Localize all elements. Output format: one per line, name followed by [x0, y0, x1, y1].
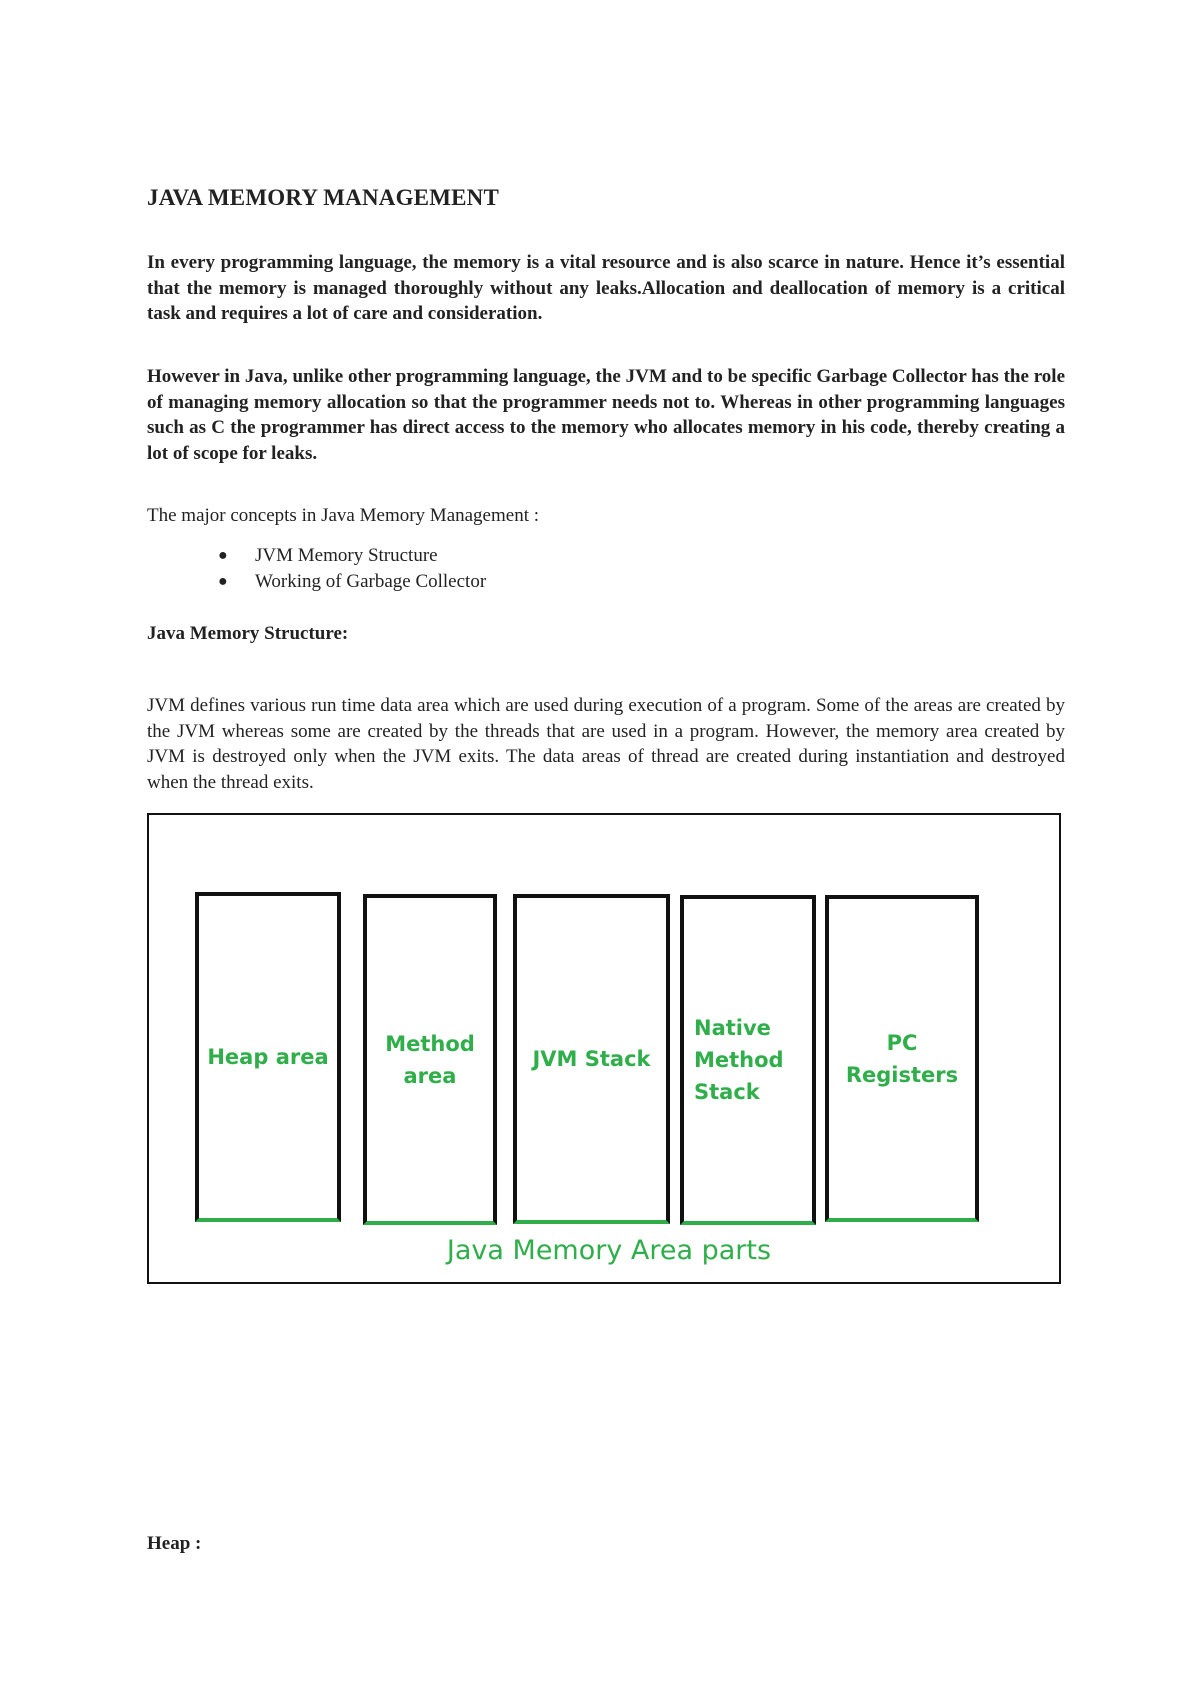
- list-item-label: Working of Garbage Collector: [255, 571, 487, 592]
- list-item: [147, 569, 486, 595]
- bullet-icon: ●: [218, 547, 228, 564]
- method-area-box: [363, 894, 497, 1225]
- concepts-intro: The major concepts in Java Memory Management :: [147, 505, 540, 526]
- pc-registers-box: [825, 895, 979, 1222]
- intro-paragraph: In every programming language, the memory is a vital resource and is also scarce in nature. Hence it’s essential that the memory is managed thoroughly without any leaks.Allocation and deallocation of memory is a critical task and requires a lot of care and consideration.: [147, 252, 1065, 324]
- box-label: Native Method Stack: [694, 1016, 784, 1104]
- concepts-list: [147, 543, 486, 595]
- memory-diagram: [147, 813, 1061, 1284]
- heap-heading: Heap :: [147, 1533, 202, 1554]
- heap-area-box: [195, 892, 341, 1222]
- jvm-paragraph: However in Java, unlike other programming language, the JVM and to be specific Garbage Collector has the role of managing memory allocation so that the programmer needs not to. Whereas in other programming languages such as C the programmer has direct access to the memory who allocates memory in his code, thereby creating a lot of scope for leaks.: [147, 366, 1065, 464]
- box-label: PC Registers: [845, 1030, 959, 1087]
- jvm-stack-box: [513, 894, 670, 1224]
- structure-paragraph: JVM defines various run time data area which are used during execution of a program. Some of the areas are created by the JVM whereas some are created by the threads that are used in a program. However, the memory area created by JVM is destroyed only when the JVM exits. The data areas of thread are created during instantiation and destroyed when the thread exits.: [147, 695, 1065, 793]
- native-method-stack-box: [680, 895, 816, 1225]
- list-item-label: JVM Memory Structure: [255, 545, 438, 566]
- box-label: Heap area: [207, 1045, 329, 1069]
- box-label: Method area: [385, 1031, 475, 1088]
- page-title: JAVA MEMORY MANAGEMENT: [147, 185, 500, 210]
- bullet-icon: ●: [218, 573, 228, 590]
- diagram-caption: Java Memory Area parts: [446, 1235, 772, 1266]
- box-label: JVM Stack: [532, 1047, 651, 1071]
- section-heading: Java Memory Structure:: [147, 623, 349, 644]
- list-item: [147, 543, 486, 569]
